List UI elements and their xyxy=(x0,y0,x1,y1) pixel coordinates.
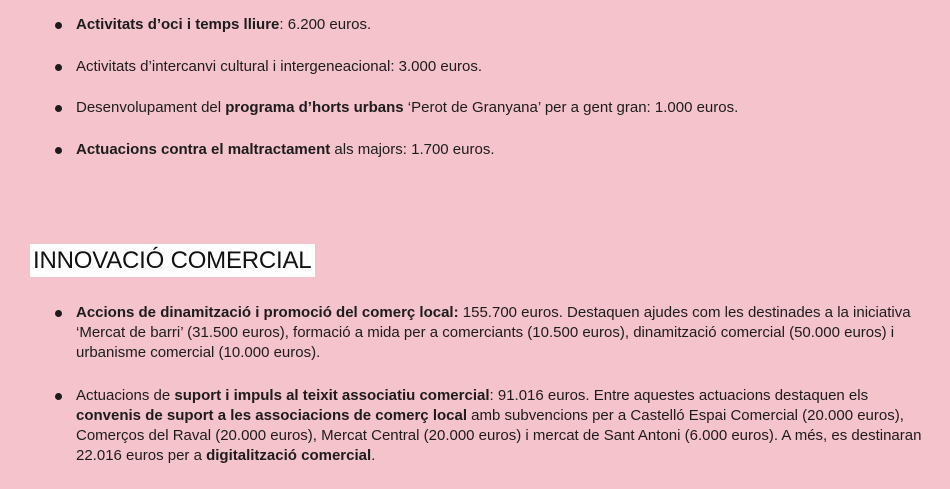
bullet-icon xyxy=(55,310,62,317)
list-item xyxy=(0,98,950,118)
list-item xyxy=(0,15,950,35)
elderly-activities-list xyxy=(0,15,950,181)
item-text: Activitats d’intercanvi cultural i intergeneacional: 3.000 euros. xyxy=(76,57,483,75)
item-bold-text: Actuacions contra el maltractament xyxy=(76,140,331,158)
item-bold-text: Accions de dinamització i promoció del comerç local: xyxy=(76,304,459,321)
list-item xyxy=(0,57,950,77)
item-text: 155.700 euros. Destaquen ajudes com les destinades a la iniciativa ‘Mercat de barri’ (31.500 euros), formació a mida per a comerciants (10.500 euros), dinamització comercial (50.000 euros) i urbanisme comercial (10.000 euros). xyxy=(76,304,911,361)
item-bold-text: Activitats d’oci i temps lliure xyxy=(76,16,280,33)
item-text: . xyxy=(371,447,376,464)
bullet-icon xyxy=(55,393,62,400)
item-text: Actuacions de xyxy=(76,387,175,404)
item-text: Desenvolupament del xyxy=(76,99,226,116)
item-text: amb subvencions per a Castelló Espai Comercial (20.000 euros), Comerços del Raval (20.000 euros), Mercat Central (20.000 euros) i mercat de Sant Antoni (6.000 euros). A més, es destinaran 22.016 euros per a xyxy=(76,407,922,464)
item-bold-text: programa d’horts urbans xyxy=(225,99,404,116)
list-item xyxy=(0,303,950,363)
item-bold-text: convenis de suport a les associacions de comerç local xyxy=(76,407,467,424)
item-text: : 91.016 euros. Entre aquestes actuacions destaquen els xyxy=(489,387,869,404)
section-heading: INNOVACIÓ COMERCIAL xyxy=(30,244,315,277)
bullet-icon xyxy=(55,105,62,112)
item-text: ‘Perot de Granyana’ per a gent gran: 1.000 euros. xyxy=(403,99,739,116)
list-item xyxy=(0,386,950,466)
item-bold-text: digitalització comercial xyxy=(206,447,372,464)
bullet-icon xyxy=(55,64,62,71)
bullet-icon xyxy=(55,22,62,29)
item-bold-text: suport i impuls al teixit associatiu comercial xyxy=(174,387,490,404)
item-text: als majors: 1.700 euros. xyxy=(330,140,495,158)
bullet-icon xyxy=(55,147,62,154)
item-text: : 6.200 euros. xyxy=(279,16,372,33)
list-item xyxy=(0,140,950,160)
commerce-innovation-list xyxy=(0,303,950,489)
